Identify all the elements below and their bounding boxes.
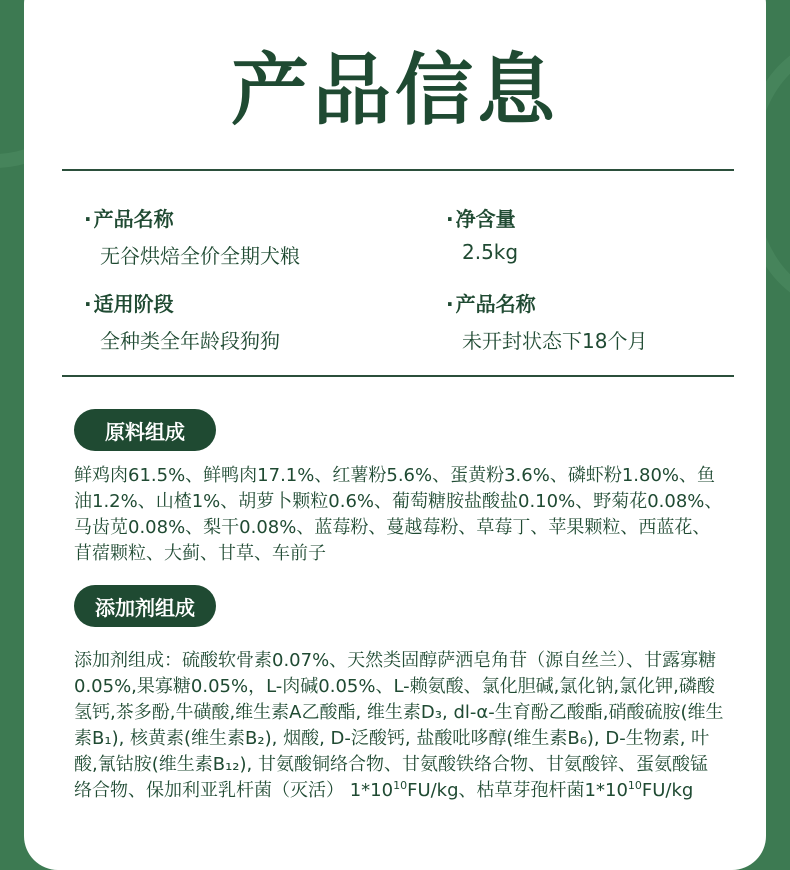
dose-1-exponent: 10 <box>393 779 408 792</box>
ingredients-heading: 原料组成 <box>74 409 216 451</box>
dose-2-unit: FU/kg <box>641 780 694 801</box>
divider-bottom <box>62 375 734 377</box>
dose-1-unit: FU/kg、枯草芽孢杆菌 <box>407 780 585 801</box>
info-label-shelf-life: · 产品名称 <box>446 292 536 316</box>
info-applicable-stage <box>84 288 280 354</box>
info-shelf-life <box>446 288 647 354</box>
dose-2-base: 1*10 <box>584 780 628 801</box>
info-value-applicable-stage: 全种类全年龄段狗狗 <box>100 329 280 353</box>
info-label-product-name: · 产品名称 <box>84 207 174 231</box>
info-label-net-content: · 净含量 <box>446 207 516 231</box>
info-value-net-content: 2.5kg <box>462 240 519 264</box>
info-value-shelf-life: 未开封状态下18个月 <box>462 329 648 353</box>
info-label-applicable-stage: · 适用阶段 <box>84 292 174 316</box>
ingredients-text: 鲜鸡肉61.5%、鲜鸭肉17.1%、红薯粉5.6%、蛋黄粉3.6%、磷虾粉1.80%、鱼油1.2%、山楂1%、胡萝卜颗粒0.6%、葡萄糖胺盐酸盐0.10%、野菊花0.08%、马齿苋0.08%、梨干0.08%、蓝莓粉、蔓越莓粉、草莓丁、苹果颗粒、西蓝花、苜蓿颗粒、大蓟、甘草、车前子 <box>74 465 723 564</box>
info-net-content <box>446 203 518 264</box>
additives-text <box>74 648 724 804</box>
additives-list: 添加剂组成：硫酸软骨素0.07%、天然类固醇萨洒皂角苷（源自丝兰）、甘露寡糖0.05%,果寡糖0.05%，L-肉碱0.05%、L-赖氨酸、氯化胆碱,氯化钠,氯化钾,磷酸氢钙,茶多酚,牛磺酸,维生素A乙酸酯, 维生素D₃, dl-α-生育酚乙酸酯,硝酸硫胺(维生素B₁), 核黄素(维生素B₂), 烟酸, D-泛酸钙, 盐酸吡哆醇(维生素B₆), D-生物素, 叶酸,氰钴胺(维生素B₁₂), 甘氨酸铜络合物、甘氨酸铁络合物、甘氨酸锌、蛋氨酸锰络合物、保加利亚乳杆菌（灭活） <box>74 650 724 801</box>
divider-top <box>62 169 734 171</box>
additives-heading: 添加剂组成 <box>74 585 216 627</box>
dose-2-exponent: 10 <box>627 779 642 792</box>
page-title: 产品信息 <box>230 46 559 136</box>
dose-1-base: 1*10 <box>349 780 394 801</box>
info-product-name <box>84 203 300 269</box>
info-value-product-name: 无谷烘焙全价全期犬粮 <box>100 244 300 268</box>
